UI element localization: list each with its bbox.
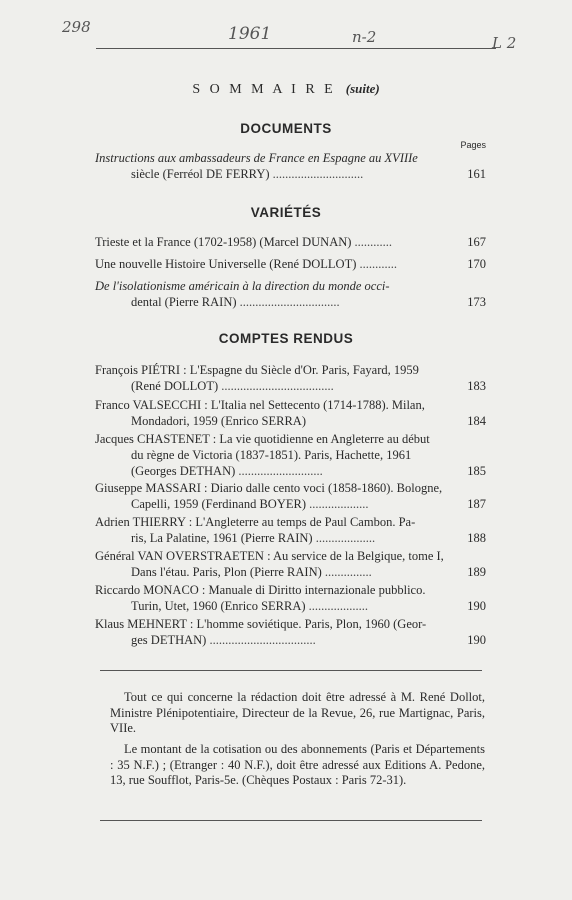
handwritten-issue: n-2: [352, 28, 377, 46]
toc-entry: De l'isolationisme américain à la direction du monde occi- dental (Pierre RAIN) ................................ 173: [95, 279, 486, 309]
toc-entry: Une nouvelle Histoire Universelle (René DOLLOT) ............ 170: [95, 257, 486, 271]
toc-entry: Giuseppe MASSARI : Diario dalle cento voci (1858-1860). Bologne, Capelli, 1959 (Ferdinand BOYER) ................... 187: [95, 481, 486, 511]
toc-entry: Adrien THIERRY : L'Angleterre au temps de Paul Cambon. Pa- ris, La Palatine, 1961 (Pierre RAIN) ................... 188: [95, 515, 486, 545]
toc-entry: Klaus MEHNERT : L'homme soviétique. Paris, Plon, 1960 (Geor- ges DETHAN) .................................. 190: [95, 617, 486, 647]
toc-entry: Instructions aux ambassadeurs de France en Espagne au XVIIIe siècle (Ferréol DE FERRY) ............................. 161: [95, 151, 486, 181]
handwritten-ref: L 2: [492, 34, 517, 52]
pages-label: Pages: [460, 140, 486, 150]
toc-entry: Franco VALSECCHI : L'Italia nel Settecento (1714-1788). Milan, Mondadori, 1959 (Enrico SERRA) 184: [95, 398, 486, 428]
toc-entry: Riccardo MONACO : Manuale di Diritto internazionale pubblico. Turin, Utet, 1960 (Enrico SERRA) ................... 190: [95, 583, 486, 613]
toc-entry: François PIÉTRI : L'Espagne du Siècle d'Or. Paris, Fayard, 1959 (René DOLLOT) .................................... 183: [95, 363, 486, 393]
page-title: S O M M A I R E (suite): [192, 81, 380, 97]
handwritten-year: 1961: [228, 24, 272, 44]
handwritten-number: 298: [62, 18, 91, 36]
footer-cotisation: Le montant de la cotisation ou des abonnements (Paris et Départements : 35 N.F.) ; (Etranger : 40 N.F.), doit être adressé aux Editions A. Pedone, 13, rue Soufflot, Paris-5e. (Chèques Postaux : Paris 72-31).: [110, 742, 485, 787]
section-heading-documents: DOCUMENTS: [240, 121, 332, 136]
section-heading-varietes: VARIÉTÉS: [250, 205, 322, 220]
section-heading-comptes-rendus: COMPTES RENDUS: [218, 331, 354, 346]
toc-entry: Général VAN OVERSTRAETEN : Au service de la Belgique, tome I, Dans l'étau. Paris, Plon (Pierre RAIN) ............... 189: [95, 549, 486, 579]
top-rule: [96, 48, 496, 49]
toc-entry: Jacques CHASTENET : La vie quotidienne en Angleterre au début du règne de Victoria (1837-1851). Paris, Hachette, 1961 (Georges DETHAN) ........................... 185: [95, 432, 486, 478]
footer-redaction: Tout ce qui concerne la rédaction doit être adressé à M. René Dollot, Ministre Plénipotentiaire, Directeur de la Revue, 26, rue Martignac, Paris, VIIe.: [110, 690, 485, 735]
toc-entry: Trieste et la France (1702-1958) (Marcel DUNAN) ............ 167: [95, 235, 486, 249]
divider-rule: [100, 670, 482, 671]
bottom-rule: [100, 820, 482, 821]
